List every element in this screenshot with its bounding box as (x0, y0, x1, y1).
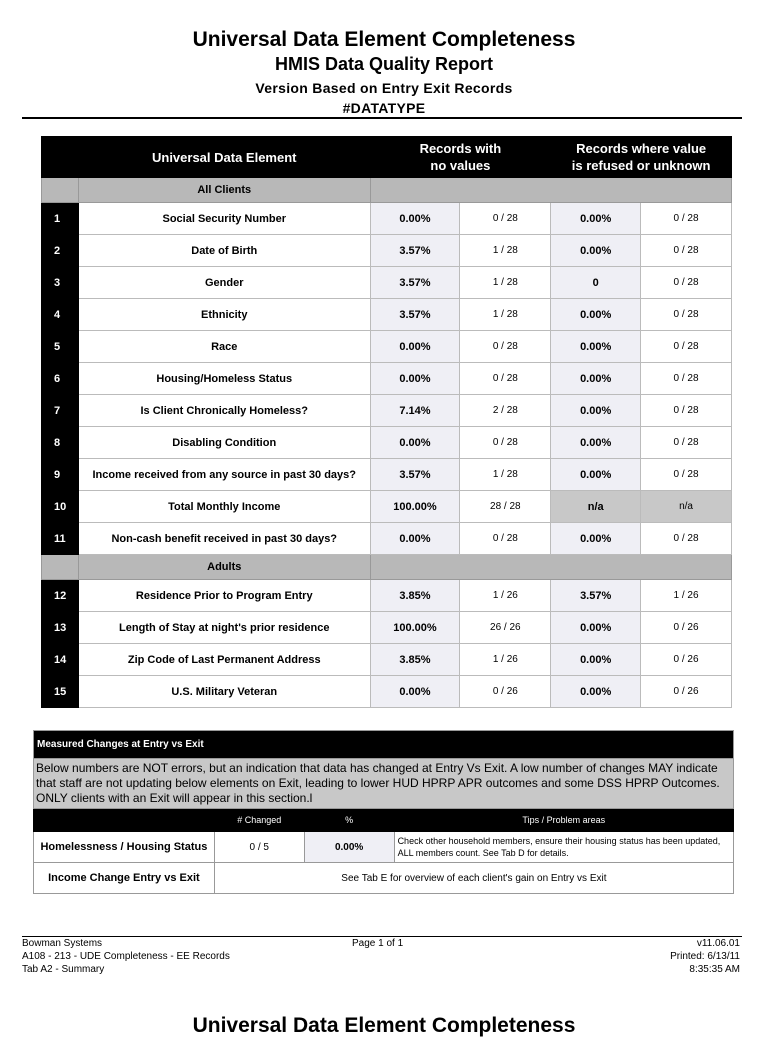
refused-percent: 0.00% (551, 203, 641, 235)
refused-percent: 0.00% (551, 523, 641, 555)
no-value-percent: 3.57% (370, 235, 460, 267)
table-row (42, 644, 732, 676)
element-name: Date of Birth (78, 235, 370, 267)
no-value-count: 0 / 28 (460, 331, 551, 363)
section-header-row (42, 555, 732, 580)
refused-count: 0 / 28 (641, 395, 732, 427)
housing-status-row (34, 832, 734, 863)
table-row (42, 491, 732, 523)
row-number: 14 (42, 644, 79, 676)
section-filler (370, 178, 731, 203)
table-row (42, 203, 732, 235)
row-number: 12 (42, 580, 79, 612)
refused-percent: 0.00% (551, 331, 641, 363)
no-value-percent: 0.00% (370, 331, 460, 363)
col-header-refused-line1: Records where value (576, 141, 707, 156)
no-value-percent: 0.00% (370, 523, 460, 555)
table-row (42, 612, 732, 644)
section-title: Adults (78, 555, 370, 580)
refused-count: 1 / 26 (641, 580, 732, 612)
element-name: Gender (78, 267, 370, 299)
col-header-no-values (370, 137, 551, 178)
refused-count: 0 / 26 (641, 676, 732, 708)
element-name: U.S. Military Veteran (78, 676, 370, 708)
element-name: Disabling Condition (78, 427, 370, 459)
table-row (42, 267, 732, 299)
no-value-count: 0 / 28 (460, 427, 551, 459)
no-value-percent: 100.00% (370, 612, 460, 644)
no-value-count: 2 / 28 (460, 395, 551, 427)
no-value-percent: 3.57% (370, 459, 460, 491)
footer-report-name: A108 - 213 - UDE Completeness - EE Records (22, 951, 230, 962)
report-title: Universal Data Element Completeness (192, 28, 576, 51)
table-row (42, 427, 732, 459)
col-header-no-values-line1: Records with (419, 141, 502, 156)
footer-version: v11.06.01 (696, 938, 740, 949)
report-subtitle: HMIS Data Quality Report (274, 54, 494, 74)
row-number: 7 (42, 395, 79, 427)
no-value-percent: 0.00% (370, 363, 460, 395)
row-number: 15 (42, 676, 79, 708)
table-row (42, 395, 732, 427)
col-header-refused (551, 137, 732, 178)
row-number: 6 (42, 363, 79, 395)
table-header-row (42, 137, 732, 178)
refused-percent: n/a (551, 491, 641, 523)
element-name: Non-cash benefit received in past 30 days? (78, 523, 370, 555)
col-header-percent: % (304, 809, 394, 832)
refused-count: 0 / 28 (641, 203, 732, 235)
table-row (42, 523, 732, 555)
refused-percent: 0.00% (551, 459, 641, 491)
element-name: Social Security Number (78, 203, 370, 235)
refused-percent: 0.00% (551, 299, 641, 331)
no-value-count: 1 / 28 (460, 267, 551, 299)
element-name: Income received from any source in past 30 days? (78, 459, 370, 491)
refused-count: 0 / 28 (641, 363, 732, 395)
refused-percent: 0.00% (551, 363, 641, 395)
table-row (42, 459, 732, 491)
measured-changes-title: Measured Changes at Entry vs Exit (34, 731, 734, 759)
no-value-count: 1 / 26 (460, 644, 551, 676)
refused-percent: 3.57% (551, 580, 641, 612)
measured-changes-table (33, 730, 734, 894)
income-change-note: See Tab E for overview of each client's gain on Entry vs Exit (214, 863, 733, 894)
row-number: 3 (42, 267, 79, 299)
header-spacer (42, 137, 79, 178)
row-number: 5 (42, 331, 79, 363)
refused-count: 0 / 26 (641, 612, 732, 644)
table-row (42, 235, 732, 267)
footer-printed-time: 8:35:35 AM (689, 964, 740, 975)
table-row (42, 580, 732, 612)
refused-count: 0 / 28 (641, 427, 732, 459)
col-header-element: Universal Data Element (78, 137, 370, 178)
no-value-count: 26 / 26 (460, 612, 551, 644)
refused-count: 0 / 28 (641, 331, 732, 363)
no-value-percent: 3.85% (370, 644, 460, 676)
ude-completeness-table (41, 136, 732, 708)
refused-count: 0 / 28 (641, 523, 732, 555)
section-number-spacer (42, 178, 79, 203)
no-value-percent: 100.00% (370, 491, 460, 523)
row-number: 11 (42, 523, 79, 555)
footer-right (670, 937, 740, 976)
no-value-count: 0 / 28 (460, 363, 551, 395)
section-filler (370, 555, 731, 580)
row-number: 9 (42, 459, 79, 491)
element-name: Length of Stay at night's prior residence (78, 612, 370, 644)
refused-count: 0 / 28 (641, 459, 732, 491)
report-version: Version Based on Entry Exit Records (255, 80, 513, 96)
table-row (42, 299, 732, 331)
col-header-no-values-line2: no values (430, 158, 491, 173)
housing-status-changed: 0 / 5 (214, 832, 304, 863)
no-value-percent: 3.57% (370, 299, 460, 331)
col-header-blank (34, 809, 215, 832)
row-number: 8 (42, 427, 79, 459)
footer-left (22, 937, 230, 976)
refused-count: n/a (641, 491, 732, 523)
element-name: Total Monthly Income (78, 491, 370, 523)
no-value-count: 0 / 26 (460, 676, 551, 708)
refused-count: 0 / 28 (641, 267, 732, 299)
income-change-row (34, 863, 734, 894)
next-page-title: Universal Data Element Completeness (192, 1014, 576, 1037)
no-value-count: 1 / 28 (460, 299, 551, 331)
no-value-percent: 0.00% (370, 676, 460, 708)
refused-percent: 0.00% (551, 676, 641, 708)
section-number-spacer (42, 555, 79, 580)
report-datatype: #DATATYPE (342, 100, 426, 116)
no-value-count: 1 / 28 (460, 235, 551, 267)
refused-percent: 0.00% (551, 644, 641, 676)
no-value-percent: 3.85% (370, 580, 460, 612)
no-value-percent: 7.14% (370, 395, 460, 427)
table-row (42, 676, 732, 708)
footer-page-number: Page 1 of 1 (352, 938, 404, 949)
refused-count: 0 / 28 (641, 299, 732, 331)
housing-status-tip: Check other household members, ensure their housing status has been updated, ALL members count. See Tab D for details. (394, 832, 733, 863)
row-number: 2 (42, 235, 79, 267)
refused-percent: 0.00% (551, 395, 641, 427)
refused-percent: 0.00% (551, 612, 641, 644)
refused-percent: 0.00% (551, 427, 641, 459)
refused-count: 0 / 26 (641, 644, 732, 676)
housing-status-percent: 0.00% (304, 832, 394, 863)
housing-status-label: Homelessness / Housing Status (34, 832, 215, 863)
element-name: Is Client Chronically Homeless? (78, 395, 370, 427)
no-value-percent: 0.00% (370, 427, 460, 459)
element-name: Race (78, 331, 370, 363)
section-title: All Clients (78, 178, 370, 203)
element-name: Ethnicity (78, 299, 370, 331)
row-number: 4 (42, 299, 79, 331)
refused-percent: 0.00% (551, 235, 641, 267)
footer-printed-date: Printed: 6/13/11 (670, 951, 740, 962)
table-row (42, 331, 732, 363)
row-number: 1 (42, 203, 79, 235)
element-name: Zip Code of Last Permanent Address (78, 644, 370, 676)
no-value-count: 1 / 28 (460, 459, 551, 491)
element-name: Housing/Homeless Status (78, 363, 370, 395)
element-name: Residence Prior to Program Entry (78, 580, 370, 612)
no-value-percent: 3.57% (370, 267, 460, 299)
measured-changes-description-row (34, 759, 734, 809)
row-number: 10 (42, 491, 79, 523)
income-change-label: Income Change Entry vs Exit (34, 863, 215, 894)
no-value-count: 0 / 28 (460, 523, 551, 555)
measured-changes-title-row (34, 731, 734, 759)
section-header-row (42, 178, 732, 203)
measured-changes-description: Below numbers are NOT errors, but an indication that data has changed at Entry Vs Exit. A low number of changes MAY indicate that staff are not updating below elements on Exit, leading to lower HUD HPRP APR outcomes and some DSS HPRP Outcomes. ONLY clients with an Exit will appear in this section.l (34, 759, 734, 809)
no-value-count: 1 / 26 (460, 580, 551, 612)
no-value-percent: 0.00% (370, 203, 460, 235)
header-divider (22, 117, 742, 119)
refused-percent: 0 (551, 267, 641, 299)
no-value-count: 28 / 28 (460, 491, 551, 523)
measured-changes-column-headers (34, 809, 734, 832)
footer-tab: Tab A2 - Summary (22, 964, 105, 975)
no-value-count: 0 / 28 (460, 203, 551, 235)
row-number: 13 (42, 612, 79, 644)
col-header-refused-line2: is refused or unknown (571, 158, 711, 173)
col-header-tips: Tips / Problem areas (394, 809, 733, 832)
table-row (42, 363, 732, 395)
col-header-changed: # Changed (214, 809, 304, 832)
refused-count: 0 / 28 (641, 235, 732, 267)
footer-company: Bowman Systems (22, 938, 103, 949)
